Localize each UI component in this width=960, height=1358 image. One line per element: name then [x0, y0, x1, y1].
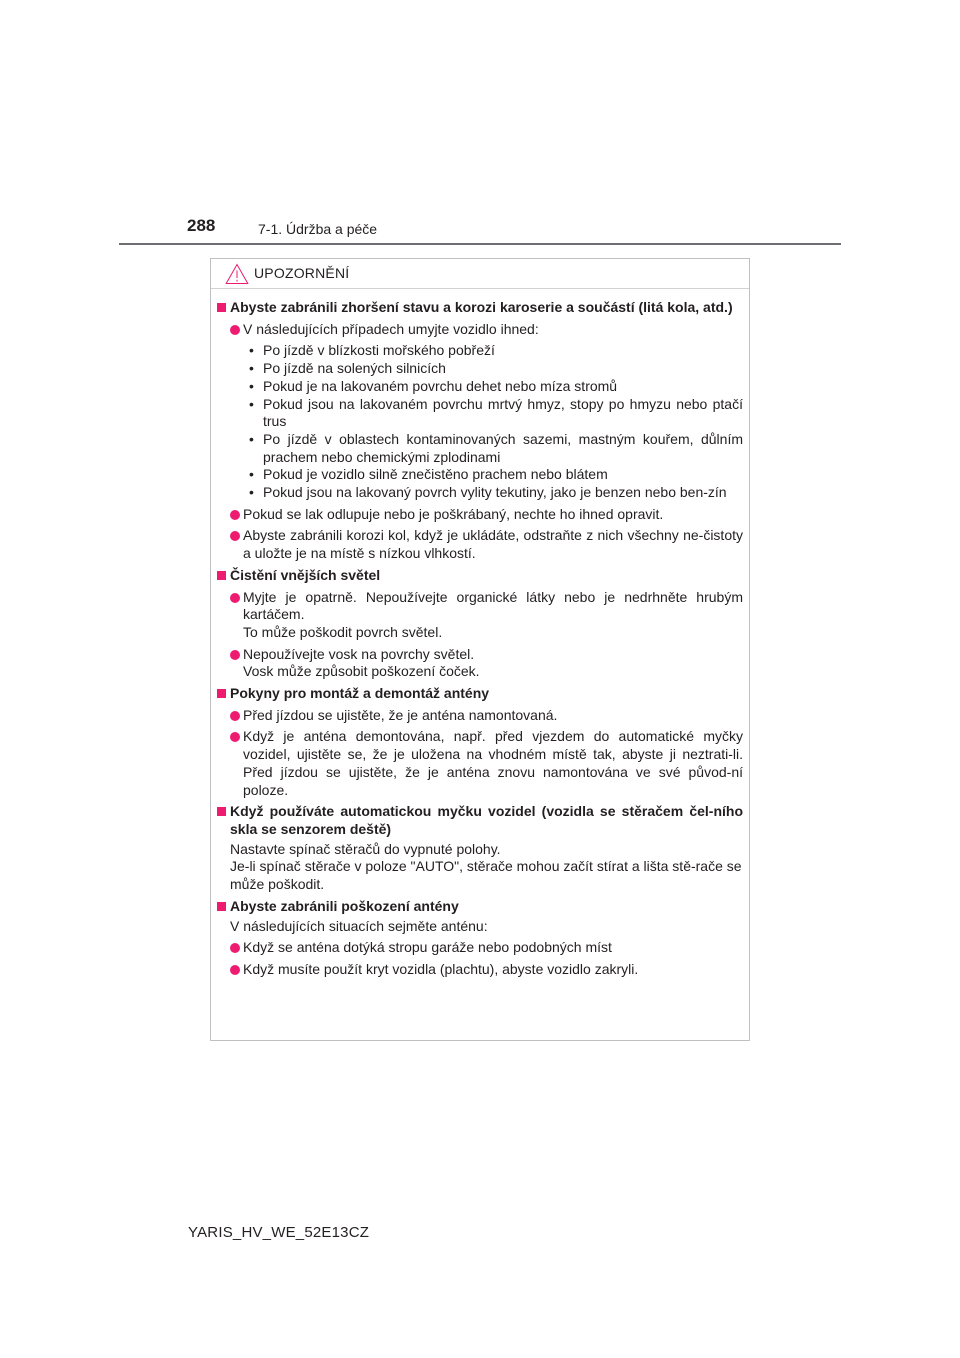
section-heading: Abyste zabránili zhoršení stavu a korozi karoserie a součástí (litá kola, atd.)	[217, 299, 743, 317]
sub-item: • Po jízdě v blízkosti mořského pobřeží	[249, 342, 495, 359]
warning-body	[211, 289, 749, 979]
document-code: YARIS_HV_WE_52E13CZ	[188, 1224, 370, 1241]
circle-bullet-icon	[230, 732, 240, 742]
warning-triangle-icon	[225, 263, 249, 285]
square-marker-icon	[217, 902, 226, 911]
circle-bullet-icon	[230, 965, 240, 975]
bullet-item: Když musíte použít kryt vozidla (plachtu), abyste vozidlo zakryli.	[217, 961, 743, 979]
circle-bullet-icon	[230, 711, 240, 721]
section-heading: Čistění vnějších světel	[217, 567, 743, 585]
header-rule	[119, 243, 841, 245]
section-heading: Abyste zabránili poškození antény	[217, 898, 743, 916]
sub-item: • Pokud jsou na lakovaném povrchu mrtvý hmyz, stopy po hmyzu nebo ptačí trus	[249, 395, 743, 430]
square-marker-icon	[217, 689, 226, 698]
circle-bullet-icon	[230, 943, 240, 953]
bullet-item: Když je anténa demontována, např. před vjezdem do automatické myčky vozidel, ujistěte se, že je uložena na vhodném místě tak, abyste ji neztrati-li. Před jízdou se ujistěte, že je anténa znovu namontována ve své původ-ní poloze.	[217, 728, 743, 799]
paragraph: Nastavte spínač stěračů do vypnuté polohy. Je-li spínač stěrače v poloze "AUTO", stěrače mohou začít stírat a lišta stě-rače se může poškodit.	[230, 840, 742, 893]
section-heading: Pokyny pro montáž a demontáž antény	[217, 685, 743, 703]
bullet-item: V následujících případech umyjte vozidlo ihned:	[217, 321, 743, 339]
square-marker-icon	[217, 807, 226, 816]
page-number: 288	[187, 216, 216, 235]
circle-bullet-icon	[230, 510, 240, 520]
bullet-item: Když se anténa dotýká stropu garáže nebo podobných míst	[217, 939, 743, 957]
bullet-note: To může poškodit povrch světel.	[243, 623, 443, 640]
bullet-item: Myjte je opatrně. Nepoužívejte organické látky nebo je nedrhněte hrubým kartáčem. To může poškodit povrch světel.	[217, 589, 743, 642]
bullet-item: Pokud se lak odlupuje nebo je poškrábaný, nechte ho ihned opravit.	[217, 506, 743, 524]
warning-box	[210, 258, 750, 1041]
warning-label: UPOZORNĚNÍ	[254, 265, 350, 281]
circle-bullet-icon	[230, 325, 240, 335]
sub-item: • Pokud je na lakovaném povrchu dehet nebo míza stromů	[249, 377, 618, 394]
circle-bullet-icon	[230, 593, 240, 603]
paragraph: V následujících situacích sejměte anténu:	[230, 917, 488, 934]
sub-list	[217, 342, 743, 501]
sub-item: • Po jízdě v oblastech kontaminovaných sazemi, mastným kouřem, důlním prachem nebo chemickými zplodinami	[249, 430, 743, 465]
square-marker-icon	[217, 303, 226, 312]
sub-item: • Pokud je vozidlo silně znečistěno prachem nebo blátem	[249, 466, 608, 483]
bullet-item: Abyste zabránili korozi kol, když je ukládáte, odstraňte z nich všechny ne-čistoty a uložte je na místě s nízkou vlhkostí.	[217, 527, 743, 562]
square-marker-icon	[217, 571, 226, 580]
sub-item: • Po jízdě na solených silnicích	[249, 360, 446, 377]
circle-bullet-icon	[230, 531, 240, 541]
bullet-item: Před jízdou se ujistěte, že je anténa namontovaná.	[217, 707, 743, 725]
section-title: 7-1. Údržba a péče	[258, 221, 378, 237]
bullet-item: Nepoužívejte vosk na povrchy světel. Vosk může způsobit poškození čoček.	[217, 646, 743, 681]
circle-bullet-icon	[230, 650, 240, 660]
section-heading: Když používáte automatickou myčku vozidel (vozidla se stěračem čel-ního skla se senzorem deště)	[217, 803, 743, 838]
warning-header	[211, 259, 749, 289]
bullet-note: Vosk může způsobit poškození čoček.	[243, 663, 480, 680]
sub-item: • Pokud jsou na lakovaný povrch vylity tekutiny, jako je benzen nebo ben-zín	[249, 484, 727, 501]
